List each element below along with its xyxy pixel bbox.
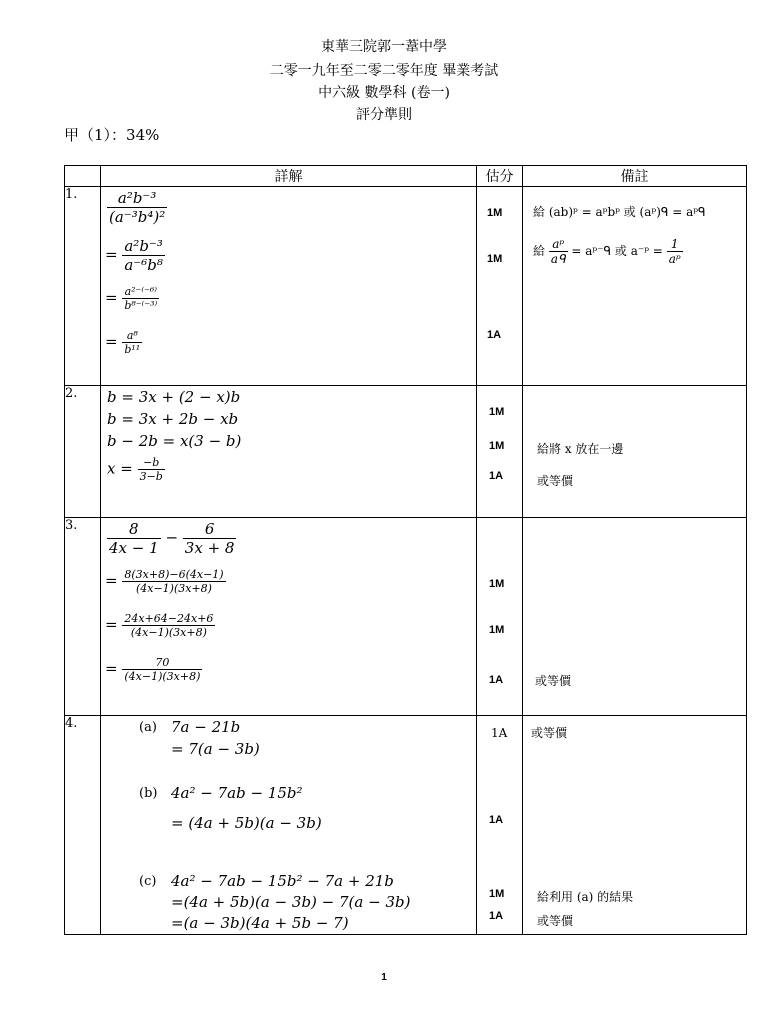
mark: 1A [489,470,504,482]
column-header-marks: 估分 [477,166,523,187]
solution-line: = $\frac{\text{a²b⁻³}}{\text{a⁻⁶b⁸}}$ [105,237,163,274]
solution-cell [101,187,477,386]
solution-line: b = 3x + (2 − x)b [107,388,241,406]
solution-line: = 7(a − 3b) [171,740,260,758]
remarks-cell [523,187,747,386]
part-label: (b) [139,786,158,801]
solution-line: 4a² − 7ab − 15b² [171,784,303,802]
column-header-solution: 詳解 [101,166,477,187]
subject-title: 中六級 數學科 (卷一) [318,85,450,101]
solution-line: =(a − 3b)(4a + 5b − 7) [171,914,349,932]
marks-cell [477,716,523,935]
solution-line: = (4a + 5b)(a − 3b) [171,814,322,832]
remarks-cell [523,386,747,518]
mark: 1A [491,726,508,740]
exam-title: 二零一九年至二零二零年度 畢業考試 [269,63,499,79]
remark: 給 (ab)ᵖ = aᵖbᵖ 或 (aᵖ)ᑫ = aᵖᑫ [533,205,706,219]
solution-line: $\frac{\text{a²b⁻³}}{\text{(a⁻³b⁴)²}}$ [109,189,166,226]
document-title: 評分準則 [356,107,412,123]
solution-line: $\frac{8}{4x - 1}$ − $\frac{6}{3x + 8}$ [109,520,235,557]
part-label: (c) [139,874,157,889]
remarks-cell [523,716,747,935]
solution-line: = $\frac{\text{a²⁻⁽⁻⁶⁾}}{\text{b⁸⁻⁽⁻³⁾}}$ [105,285,158,312]
mark: 1A [489,814,504,826]
solution-line: =(4a + 5b)(a − 3b) − 7(a − 3b) [171,893,411,911]
solution-line: = $\frac{24x+64-24x+6}{(4x-1)(3x+8)}$ [105,612,214,639]
remark: 或等價 [531,726,568,740]
marks-cell [477,187,523,386]
solution-line: = $\frac{8(3x+8)-6(4x-1)}{(4x-1)(3x+8)}$ [105,568,224,595]
question-number: 1. [65,187,101,386]
remark: 給 $\frac{\text{aᵖ}}{\text{aᑫ}}$ = aᵖ⁻ᑫ 或 a⁻ᵖ = $\frac{1}{\text{aᵖ}}$ [533,237,681,266]
mark: 1A [489,910,504,922]
table-row [65,716,747,935]
table-row [65,518,747,716]
school-name: 東華三院郭一葦中學 [321,39,447,55]
solution-line: = $\frac{70}{(4x-1)(3x+8)}$ [105,656,201,683]
mark: 1M [489,440,505,452]
solution-cell [101,386,477,518]
table-row [65,187,747,386]
table-header-row [65,166,747,187]
remark: 或等價 [537,914,574,928]
solution-line: b − 2b = x(3 − b) [107,432,242,450]
question-number: 3. [65,518,101,716]
page-number: 1 [381,972,387,983]
column-header-remarks: 備註 [523,166,747,187]
solution-line: 4a² − 7ab − 15b² − 7a + 21b [171,872,394,890]
marking-scheme-table [64,165,747,935]
question-number: 4. [65,716,101,935]
mark: 1M [489,406,505,418]
question-number: 2. [65,386,101,518]
remarks-cell [523,518,747,716]
mark: 1M [489,888,505,900]
mark: 1M [487,207,503,219]
mark: 1A [487,329,502,341]
marks-cell [477,386,523,518]
remark: 或等價 [537,474,574,488]
solution-cell [101,518,477,716]
remark: 給將 x 放在一邊 [537,442,624,456]
mark: 1M [489,624,505,636]
remark: 給利用 (a) 的結果 [537,890,634,904]
mark: 1A [489,674,504,686]
solution-line: x = $\frac{-b}{3-b}$ [107,456,163,483]
solution-line: = $\frac{\text{a⁸}}{\text{b¹¹}}$ [105,329,141,356]
solution-line: b = 3x + 2b − xb [107,410,239,428]
solution-cell [101,716,477,935]
marks-cell [477,518,523,716]
section-heading: 甲（1）：34% [64,126,160,144]
table-row [65,386,747,518]
mark: 1M [489,578,505,590]
part-label: (a) [139,720,157,735]
solution-line: 7a − 21b [171,718,241,736]
mark: 1M [487,253,503,265]
remark: 或等價 [535,674,572,688]
